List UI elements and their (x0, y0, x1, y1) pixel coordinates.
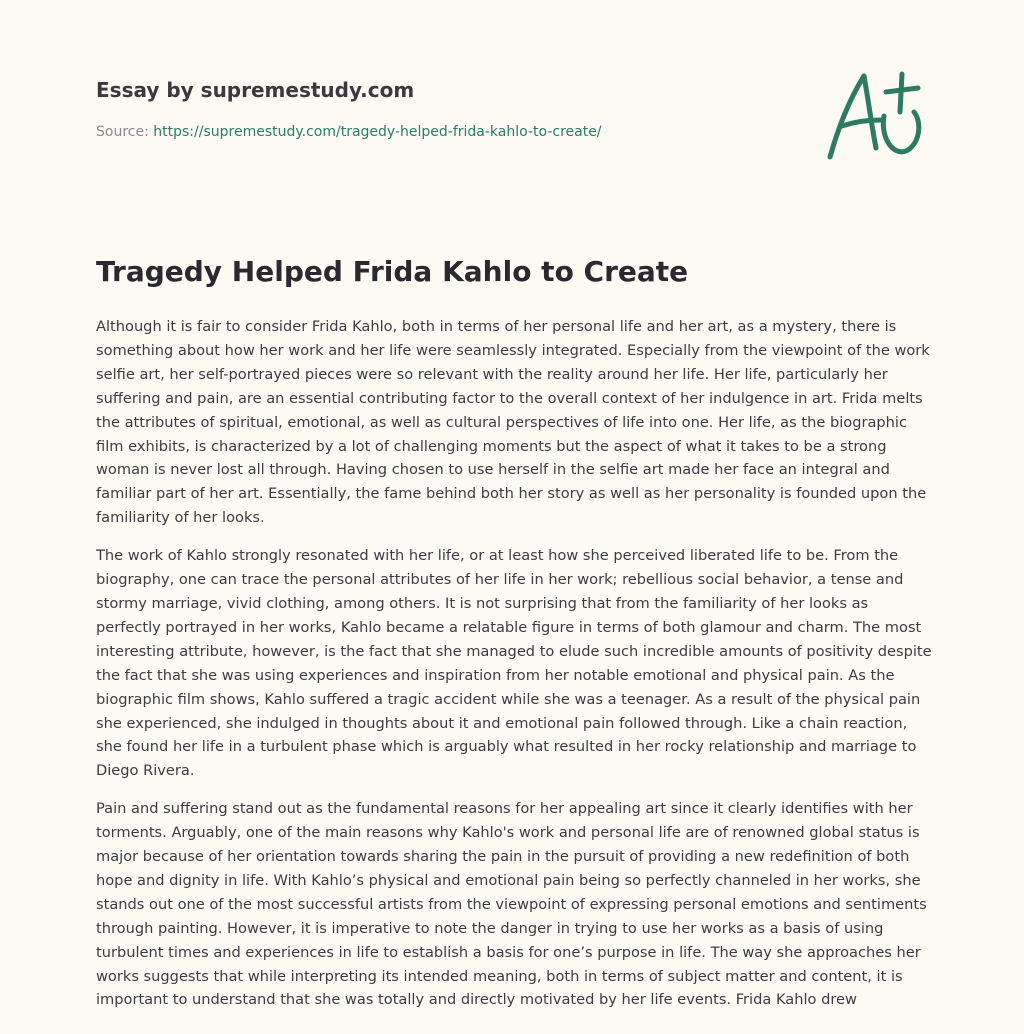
paragraph: The work of Kahlo strongly resonated with her life, or at least how she perceived liberated life to be. From the biography, one can trace the personal attributes of her life in her work; rebellious social behavior, a tense and stormy marriage, vivid clothing, among others. It is not surprising that from the familiarity of her looks as perfectly portrayed in her works, Kahlo became a relatable figure in terms of both glamour and charm. The most interesting attribute, however, is the fact that she managed to elude such incredible amounts of positivity despite the fact that she was using experiences and inspiration from her notable emotional and physical pain. As the biographic film shows, Kahlo suffered a tragic accident while she was a teenager. As a result of the physical pain she experienced, she indulged in thoughts about it and emotional pain followed through. Like a chain reaction, she found her life in a turbulent phase which is arguably what resulted in her rocky relationship and marriage to Diego Rivera. (96, 547, 932, 780)
paragraph: Pain and suffering stand out as the fundamental reasons for her appealing art since it clearly identifies with her torments. Arguably, one of the main reasons why Kahlo's work and personal life are of renowned global status is major because of her orientation towards sharing the pain in the pursuit of providing a new redefinition of both hope and dignity in life. With Kahlo’s physical and emotional pain being so perfectly channeled in her works, she stands out one of the most successful artists from the viewpoint of expressing personal emotions and sentiments through painting. However, it is imperative to note the danger in trying to use her works as a basis of using turbulent times and experiences in life to establish a basis for one’s purpose in life. The way she approaches her works suggests that while interpreting its intended meaning, both in terms of subject matter and content, it is important to understand that she was totally and directly motivated by her life events. Frida Kahlo drew (96, 800, 927, 1009)
source-line (96, 124, 602, 140)
paragraph: Although it is fair to consider Frida Kahlo, both in terms of her personal life and her art, as a mystery, there is something about how her work and her life were seamlessly integrated. Especially from the viewpoint of the work selfie art, her self-portrayed pieces were so relevant with the reality around her life. Her life, particularly her suffering and pain, are an essential contributing factor to the overall context of her indulgence in art. Frida melts the attributes of spiritual, emotional, as well as cultural perspectives of life into one. Her life, as the biographic film exhibits, is characterized by a lot of challenging moments but the aspect of what it takes to be a strong woman is never lost all through. Having chosen to use herself in the selfie art made her face an integral and familiar part of her art. Essentially, the fame behind both her story as well as her personality is founded upon the familiarity of her looks. (96, 318, 930, 527)
source-link[interactable]: https://supremestudy.com/tragedy-helped-frida-kahlo-to-create/ (153, 124, 602, 140)
a-plus-logo-icon (824, 68, 928, 164)
source-label: Source: (96, 124, 149, 140)
article-body (96, 315, 936, 1026)
essay-header (96, 76, 936, 176)
article-title: Tragedy Helped Frida Kahlo to Create (96, 255, 689, 288)
essay-by-heading: Essay by supremestudy.com (96, 78, 415, 102)
